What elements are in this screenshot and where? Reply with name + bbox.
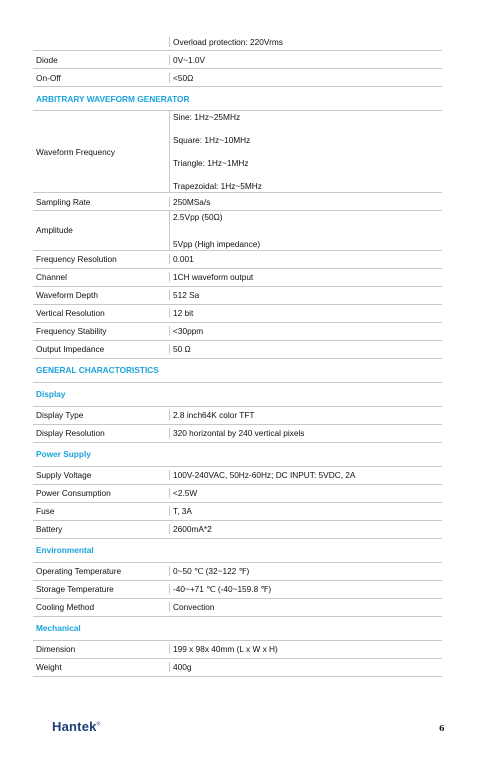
spec-value (169, 644, 442, 654)
spec-value-line: 0.001 (173, 254, 194, 265)
spec-label: Output Impedance (36, 344, 105, 355)
table-row (33, 287, 442, 305)
spec-value (169, 410, 442, 420)
brand-logo (52, 719, 100, 734)
brand-name: Hantek (52, 719, 97, 734)
spec-label: On-Off (36, 72, 61, 83)
table-row (33, 69, 442, 87)
spec-label: Supply Voltage (36, 470, 92, 481)
table-row (33, 485, 442, 503)
spec-value-line: 320 horizontal by 240 vertical pixels (173, 428, 305, 439)
spec-value-line: 0V~1.0V (173, 54, 206, 65)
spec-value (169, 662, 442, 672)
spec-value (169, 602, 442, 612)
spec-value (169, 506, 442, 516)
spec-value (169, 55, 442, 65)
spec-value (169, 344, 442, 354)
spec-value (169, 428, 442, 438)
table-row (33, 521, 442, 539)
spec-label: Waveform Depth (36, 290, 98, 301)
spec-value-line: 199 x 98x 40mm (L x W x H) (173, 644, 278, 655)
spec-label: Fuse (36, 506, 55, 517)
spec-value (169, 254, 442, 264)
spec-value (169, 470, 442, 480)
table-row (33, 111, 442, 193)
spec-value-line: Triangle: 1Hz~1MHz (173, 158, 249, 169)
spec-label: Frequency Resolution (36, 254, 117, 265)
spec-value-line: -40~+71 ℃ (-40~159.8 ℉) (173, 584, 272, 595)
table-row (33, 599, 442, 617)
spec-value (169, 308, 442, 318)
spec-value-line: 0~50 ℃ (32~122 ℉) (173, 566, 250, 577)
spec-value-line: 5Vpp (High impedance) (173, 238, 261, 249)
spec-value (169, 111, 442, 192)
spec-value-line: <30ppm (173, 326, 204, 337)
spec-value-line: 2.8 inch64K color TFT (173, 410, 255, 421)
spec-label: Power Consumption (36, 488, 111, 499)
spec-value-line: Trapezoidal: 1Hz~5MHz (173, 181, 262, 192)
spec-label: Cooling Method (36, 602, 95, 613)
spec-label: Battery (36, 524, 63, 535)
subsection-environmental: Environmental (33, 539, 442, 563)
spec-value (169, 326, 442, 336)
spec-label: Display Resolution (36, 428, 105, 439)
section-heading-awg: ARBITRARY WAVEFORM GENERATOR (33, 87, 442, 111)
spec-label: Frequency Stability (36, 326, 107, 337)
table-row (33, 323, 442, 341)
spec-value-line: Convection (173, 602, 215, 613)
spec-value (169, 211, 442, 249)
table-row (33, 251, 442, 269)
spec-value (169, 272, 442, 282)
spec-value-line: 50 Ω (173, 344, 191, 355)
spec-value (169, 290, 442, 300)
table-row (33, 341, 442, 359)
table-row (33, 305, 442, 323)
spec-label: Waveform Frequency (36, 146, 115, 157)
table-row (33, 51, 442, 69)
spec-table (33, 33, 442, 677)
spec-value-line: 2600mA*2 (173, 524, 212, 535)
spec-value-line: T, 3A (173, 506, 192, 517)
spec-value (169, 584, 442, 594)
table-row (33, 33, 442, 51)
spec-value-line: 250MSa/s (173, 196, 211, 207)
table-row (33, 467, 442, 485)
spec-value (169, 524, 442, 534)
subsection-display: Display (33, 383, 442, 407)
spec-label: Operating Temperature (36, 566, 122, 577)
spec-value-line: Sine: 1Hz~25MHz (173, 112, 241, 122)
spec-label: Amplitude (36, 225, 73, 236)
subsection-mechanical: Mechanical (33, 617, 442, 641)
table-row (33, 503, 442, 521)
spec-value (169, 488, 442, 498)
section-heading-general: GENERAL CHARACTORISTICS (33, 359, 442, 383)
spec-label: Channel (36, 272, 67, 283)
table-row (33, 425, 442, 443)
spec-value-line: 512 Sa (173, 290, 200, 301)
spec-label: Dimension (36, 644, 76, 655)
spec-value-line: 400g (173, 662, 192, 673)
page-number: 6 (439, 723, 445, 733)
spec-value (169, 73, 442, 83)
spec-value (169, 197, 442, 207)
spec-value-line: Overload protection: 220Vrms (173, 36, 283, 47)
spec-value-line: <50Ω (173, 72, 194, 83)
subsection-power-supply: Power Supply (33, 443, 442, 467)
spec-value-line: Square: 1Hz~10MHz (173, 135, 251, 146)
registered-mark: ® (96, 721, 101, 728)
table-row (33, 563, 442, 581)
spec-label: Diode (36, 54, 58, 65)
spec-label: Sampling Rate (36, 196, 91, 207)
table-row (33, 407, 442, 425)
table-row (33, 211, 442, 250)
spec-value-line: <2.5W (173, 488, 198, 499)
spec-value-line: 100V-240VAC, 50Hz-60Hz; DC INPUT: 5VDC, 2A (173, 470, 356, 481)
spec-label: Storage Temperature (36, 584, 114, 595)
table-row (33, 193, 442, 211)
spec-label: Weight (36, 662, 62, 673)
spec-label: Vertical Resolution (36, 308, 105, 319)
table-row (33, 581, 442, 599)
spec-label: Display Type (36, 410, 84, 421)
table-row (33, 269, 442, 287)
spec-value-line: 1CH waveform output (173, 272, 254, 283)
table-row (33, 659, 442, 677)
spec-value-line: 12 bit (173, 308, 194, 319)
spec-value (169, 37, 442, 47)
table-row (33, 641, 442, 659)
spec-value-line: 2.5Vpp (50Ω) (173, 212, 223, 223)
spec-value (169, 566, 442, 576)
